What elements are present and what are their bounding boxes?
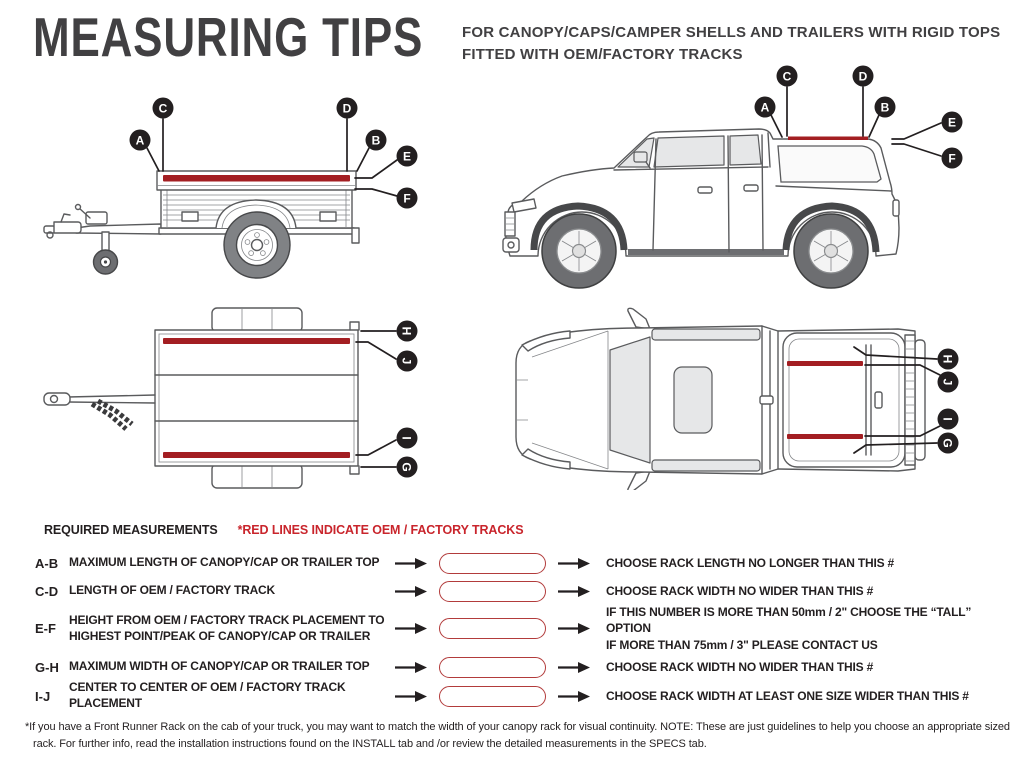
svg-text:C: C	[782, 69, 792, 84]
measurement-code: G-H	[35, 659, 59, 675]
arrow-right-icon	[558, 558, 594, 569]
oem-track-line	[163, 338, 350, 344]
measurement-guidance: CHOOSE RACK LENGTH NO LONGER THAN THIS #	[606, 555, 895, 570]
callout-i	[397, 428, 418, 449]
svg-text:J: J	[399, 357, 414, 365]
svg-text:I: I	[940, 417, 955, 421]
truck-top-view-diagram	[500, 305, 970, 495]
oem-track-line	[787, 361, 863, 366]
trailer-drawbar	[44, 205, 161, 275]
measurement-input-box[interactable]	[439, 657, 546, 678]
svg-text:E: E	[402, 149, 412, 164]
arrow-right-icon	[395, 691, 431, 702]
svg-text:H: H	[940, 354, 955, 364]
measurement-description: LENGTH OF OEM / FACTORY TRACK	[69, 583, 275, 598]
footnote: *If you have a Front Runner Rack on the cab of your truck, you may want to match the width of your canopy rack for visual continuity. NOTE: These are just guidelines to help you choose an appropriate sized rack. For further info, read the installation instructions found on the INSTALL tab and /or review the detailed measurements in the SPECS tab.	[25, 721, 1010, 750]
rocker-panel	[628, 249, 784, 255]
callout-h	[938, 349, 959, 370]
measurement-guidance: CHOOSE RACK WIDTH NO WIDER THAN THIS #	[606, 583, 874, 598]
subtitle-line-2: FITTED WITH OEM/FACTORY TRACKS	[462, 45, 743, 63]
trailer-side-view-diagram	[30, 85, 425, 302]
callout-h	[397, 321, 418, 342]
arrow-right-icon	[558, 623, 594, 634]
callout-j	[938, 372, 959, 393]
svg-text:G: G	[399, 462, 414, 472]
jockey-wheel	[94, 250, 118, 274]
measurement-code: E-F	[35, 621, 56, 636]
measurement-description: HEIGHT FROM OEM / FACTORY TRACK PLACEMENT TO HIGHEST POINT/PEAK OF CANOPY/CAP OR TRAILER	[69, 612, 385, 643]
trailer-top-callouts	[356, 321, 418, 478]
svg-text:I: I	[399, 436, 414, 440]
measurement-description: CENTER TO CENTER OF OEM / FACTORY TRACK PLACEMENT	[69, 680, 346, 710]
measurement-row-cd	[35, 577, 1013, 605]
measurement-row-gh	[35, 652, 1013, 682]
callout-g	[397, 457, 418, 478]
callout-b	[366, 130, 387, 151]
oem-track-line	[788, 137, 868, 141]
trailer-top-body	[155, 308, 359, 488]
legend	[44, 523, 523, 537]
measurement-input-box[interactable]	[439, 581, 546, 602]
svg-text:F: F	[403, 191, 411, 206]
arrow-right-icon	[395, 586, 431, 597]
measurement-guidance: CHOOSE RACK WIDTH NO WIDER THAN THIS #	[606, 659, 874, 674]
svg-text:D: D	[858, 69, 868, 84]
oem-track-line	[787, 434, 863, 439]
measurement-code: A-B	[35, 555, 59, 571]
taillight	[893, 200, 899, 216]
callout-d	[337, 98, 358, 119]
trailer-wheel	[224, 212, 290, 278]
side-mirror	[628, 308, 650, 329]
svg-text:A: A	[760, 100, 770, 115]
required-measurements-label: REQUIRED MEASUREMENTS	[44, 523, 218, 537]
callout-d	[853, 66, 874, 87]
callout-e	[397, 146, 418, 167]
measurement-description: MAXIMUM WIDTH OF CANOPY/CAP OR TRAILER TOP	[69, 659, 370, 674]
svg-text:B: B	[371, 133, 381, 148]
svg-text:C: C	[158, 101, 168, 116]
arrow-right-icon	[395, 558, 431, 569]
measurement-code: I-J	[35, 688, 51, 704]
measurement-input-box[interactable]	[439, 618, 546, 639]
measurement-rows	[35, 549, 1013, 710]
callout-g	[938, 433, 959, 454]
measurement-row-ij	[35, 682, 1013, 710]
svg-text:F: F	[948, 151, 956, 166]
svg-text:D: D	[342, 101, 352, 116]
truck-top-canopy	[783, 333, 915, 467]
measurement-code: C-D	[35, 583, 59, 599]
arrow-right-icon	[558, 691, 594, 702]
svg-text:G: G	[940, 438, 955, 448]
callout-f	[942, 148, 963, 169]
front-wheel	[542, 214, 616, 288]
measurement-guidance: CHOOSE RACK WIDTH AT LEAST ONE SIZE WIDER THAN THIS #	[606, 688, 969, 703]
arrow-right-icon	[558, 586, 594, 597]
trailer-top-drawbar	[44, 393, 155, 429]
side-mirror	[628, 471, 650, 490]
measurement-input-box[interactable]	[439, 686, 546, 707]
page-title: MEASURING TIPS	[33, 6, 424, 68]
callout-c	[153, 98, 174, 119]
red-lines-note: *RED LINES INDICATE OEM / FACTORY TRACKS	[237, 523, 524, 537]
arrow-right-icon	[558, 662, 594, 673]
measurement-row-ab	[35, 549, 1013, 577]
callout-e	[942, 112, 963, 133]
measurement-description: MAXIMUM LENGTH OF CANOPY/CAP OR TRAILER TOP	[69, 555, 380, 570]
measurement-guidance: IF THIS NUMBER IS MORE THAN 50mm / 2" CHOOSE THE “TALL” OPTION IF MORE THAN 75mm / 3" PLEASE CONTACT US	[606, 605, 972, 652]
callout-f	[397, 188, 418, 209]
trailer-top-view-diagram	[30, 303, 430, 508]
arrow-right-icon	[395, 623, 431, 634]
sunroof	[674, 367, 712, 433]
windshield	[610, 337, 650, 463]
arrow-right-icon	[395, 662, 431, 673]
callout-a	[130, 130, 151, 151]
callout-c	[777, 66, 798, 87]
measurement-row-ef	[35, 605, 1013, 652]
oem-track-line	[163, 452, 350, 458]
truck-side-view-diagram	[500, 60, 1005, 300]
callout-a	[755, 97, 776, 118]
svg-text:B: B	[880, 100, 890, 115]
rear-wheel	[794, 214, 868, 288]
svg-text:A: A	[135, 133, 145, 148]
side-mirror	[634, 152, 647, 162]
callout-i	[938, 409, 959, 430]
subtitle-line-1: FOR CANOPY/CAPS/CAMPER SHELLS AND TRAILERS WITH RIGID TOPS	[462, 24, 1001, 41]
measurement-input-box[interactable]	[439, 553, 546, 574]
oem-track-line	[163, 175, 350, 182]
svg-text:H: H	[399, 326, 414, 336]
callout-j	[397, 351, 418, 372]
svg-text:J: J	[940, 378, 955, 386]
page-subtitle	[462, 22, 1000, 66]
callout-b	[875, 97, 896, 118]
svg-text:E: E	[947, 115, 957, 130]
